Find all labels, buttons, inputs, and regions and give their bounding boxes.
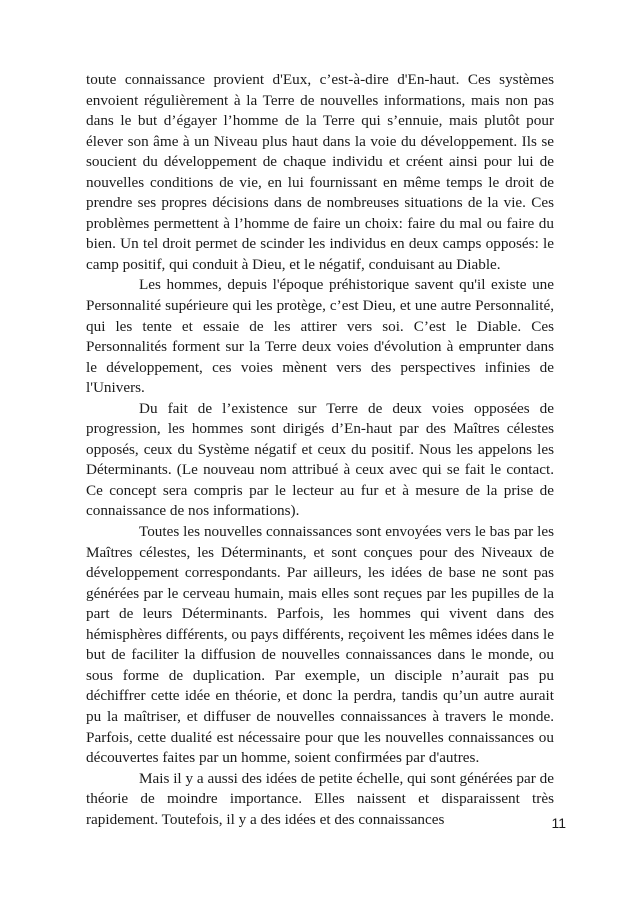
paragraph-continuation: toute connaissance provient d'Eux, c’est-à-dire d'En-haut. Ces systèmes envoient régulièrement à la Terre de nouvelles informations, mais non pas dans le but d’égayer l’homme de la Terre qui s’ennuie, mais plutôt pour élever son âme à un Niveau plus haut dans la voie du développement. Ils se soucient du développement de chaque individu et créent ainsi pour lui de nouvelles conditions de vie, en lui fournissant en même temps le droit de prendre ses propres décisions dans de nombreuses situations de la vie. Ces problèmes permettent à l’homme de faire un choix: faire du mal ou faire du bien. Un tel droit permet de scinder les individus en deux camps opposés: le camp positif, qui conduit à Dieu, et le négatif, conduisant au Diable. bbox=[86, 71, 554, 273]
body-text bbox=[86, 70, 554, 830]
paragraph: Du fait de l’existence sur Terre de deux voies opposées de progression, les hommes sont dirigés d’En-haut par des Maîtres célestes opposés, ceux du Système négatif et ceux du positif. Nous les appelons les Déterminants. (Le nouveau nom attribué à ceux avec qui se fait le contact. Ce concept sera compris par le lecteur au fur et à mesure de la prise de connaissance de nos informations). bbox=[86, 399, 554, 520]
paragraph: Les hommes, depuis l'époque préhistorique savent qu'il existe une Personnalité supérieure qui les protège, c’est Dieu, et une autre Personnalité, qui les tente et essaie de les attirer vers soi. C’est le Diable. Ces Personnalités forment sur la Terre deux voies d'évolution à emprunter dans le développement, ces voies mènent vers des perspectives infinies de l'Univers. bbox=[86, 276, 554, 397]
paragraph: Mais il y a aussi des idées de petite échelle, qui sont générées par de théorie de moindre importance. Elles naissent et disparaissent très rapidement. Toutefois, il y a des idées et des connaissances bbox=[86, 769, 554, 828]
paragraph: Toutes les nouvelles connaissances sont envoyées vers le bas par les Maîtres célestes, les Déterminants, et sont conçues pour des Niveaux de développement correspondants. Par ailleurs, les idées de base ne sont pas générées par le cerveau humain, mais elles sont reçues par les pupilles de la part de leurs Déterminants. Parfois, les hommes qui vivent dans des hémisphères différents, ou pays différents, reçoivent les mêmes idées dans le but de faciliter la diffusion de nouvelles connaissances dans le monde, ou sous forme de duplication. Par exemple, un disciple n’aurait pas pu déchiffrer cette idée en théorie, et donc la perdra, tandis qu’un autre aurait pu la maîtriser, et diffuser de nouvelles connaissances à travers le monde. Parfois, cette dualité est nécessaire pour que les nouvelles connaissances ou découvertes faites par un homme, soient confirmées par d'autres. bbox=[86, 523, 554, 767]
page-number: 11 bbox=[551, 815, 566, 831]
